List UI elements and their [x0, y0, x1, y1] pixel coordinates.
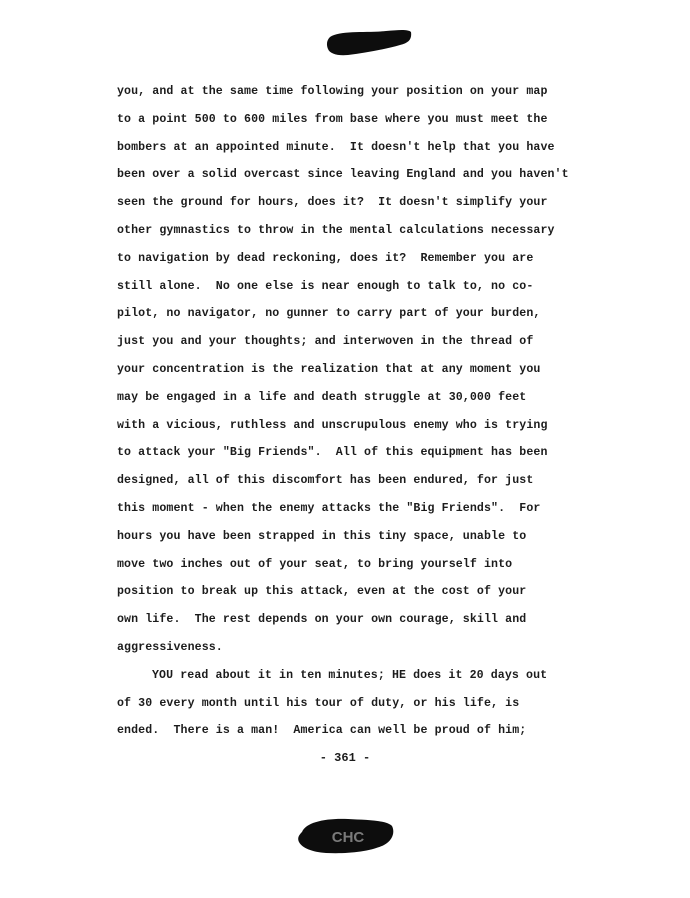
redaction-stamp-bottom	[296, 812, 396, 856]
text-line: just you and your thoughts; and interwoven in the thread of	[117, 335, 534, 349]
text-line: to attack your "Big Friends". All of this equipment has been	[117, 446, 548, 460]
text-line: of 30 every month until his tour of duty, or his life, is	[117, 696, 520, 710]
paragraph-start-line: YOU read about it in ten minutes; HE does it 20 days out	[152, 668, 548, 682]
text-line: you, and at the same time following your position on your map	[117, 85, 548, 98]
page-number: - 361 -	[319, 751, 371, 765]
stamp-text: CHC	[331, 829, 365, 846]
text-line: to navigation by dead reckoning, does it? Remember you are	[117, 251, 534, 265]
redaction-mark-top	[326, 27, 412, 57]
text-line: been over a solid overcast since leaving England and you haven't	[117, 168, 569, 182]
text-line: may be engaged in a life and death struggle at 30,000 feet	[117, 390, 527, 404]
text-line: still alone. No one else is near enough to talk to, no co-	[117, 279, 534, 293]
text-line: to a point 500 to 600 miles from base where you must meet the	[117, 112, 548, 126]
text-line: your concentration is the realization that at any moment you	[117, 362, 541, 376]
text-line: bombers at an appointed minute. It doesn't help that you have	[117, 140, 555, 154]
text-line: other gymnastics to throw in the mental calculations necessary	[117, 223, 555, 237]
text-line: seen the ground for hours, does it? It doesn't simplify your	[117, 196, 548, 210]
text-line: designed, all of this discomfort has been endured, for just	[117, 474, 534, 488]
text-line: aggressiveness.	[117, 640, 223, 654]
text-line: move two inches out of your seat, to bring yourself into	[117, 557, 513, 571]
text-line: position to break up this attack, even at the cost of your	[117, 585, 527, 599]
text-line: this moment - when the enemy attacks the "Big Friends". For	[117, 501, 541, 515]
text-line: pilot, no navigator, no gunner to carry part of your burden,	[117, 307, 541, 321]
text-line: own life. The rest depends on your own courage, skill and	[117, 613, 527, 627]
text-line: with a vicious, ruthless and unscrupulous enemy who is trying	[117, 418, 548, 432]
text-line: ended. There is a man! America can well be proud of him;	[117, 724, 527, 738]
body-text	[117, 78, 587, 745]
text-line: hours you have been strapped in this tiny space, unable to	[117, 529, 527, 543]
